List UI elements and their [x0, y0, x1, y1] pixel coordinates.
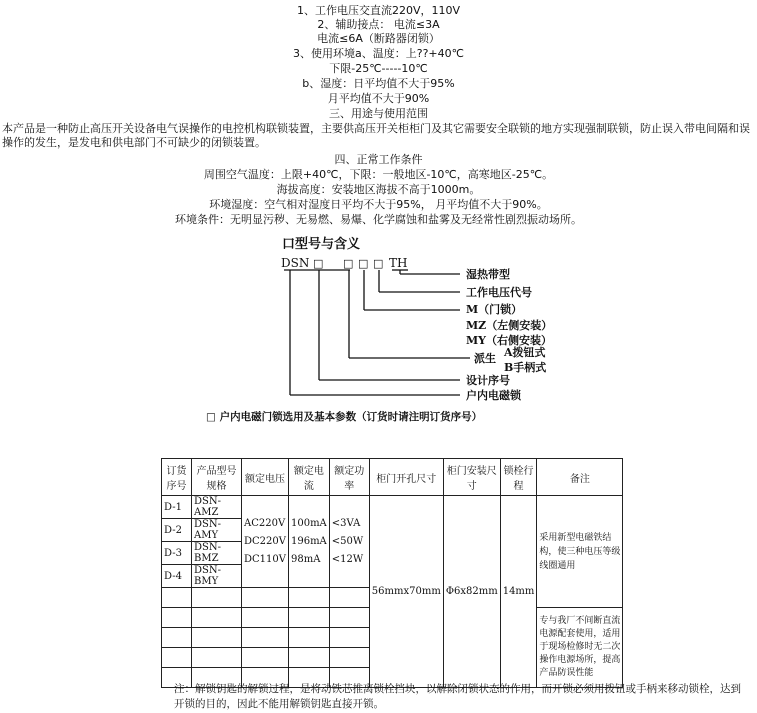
- order-no: D-2: [162, 519, 192, 542]
- power-value: <50W: [331, 535, 364, 547]
- empty-cell: [162, 648, 192, 668]
- label-left-mount: MZ（左侧安装）: [466, 319, 553, 332]
- condition-environment: 环境条件：无明显污秽、无易燃、易爆、化学腐蚀和盐雾及无经常性剧烈振动场所。: [175, 213, 582, 226]
- label-indoor-lock: 户内电磁锁: [466, 389, 521, 402]
- condition-humidity: 环境湿度：空气相对湿度日平均不大于95%， 月平均值不大于90%。: [209, 198, 548, 211]
- model-spec: DSN-AMZ: [192, 496, 242, 519]
- table-row: [162, 496, 623, 519]
- empty-cell: [242, 648, 289, 668]
- power-value: <12W: [331, 553, 364, 565]
- empty-cell: [192, 588, 242, 608]
- current-value: 98mA: [290, 553, 321, 565]
- purpose-paragraph: 本产品是一种防止高压开关设备电气误操作的电控机构联锁装置，主要供高压开关柜柜门及其它需要安全联锁的地方实现强制联锁，防止误入带电间隔和误操作的发生，是发电和供电部门不可缺少的闭锁装置。: [2, 122, 750, 149]
- current-cell: [288, 496, 329, 588]
- voltage-cell: [242, 496, 289, 588]
- model-code-prefix: DSN: [281, 256, 310, 270]
- empty-cell: [192, 608, 242, 628]
- empty-cell: [329, 608, 369, 628]
- section-heading-purpose: 三、用途与使用范围: [329, 107, 428, 120]
- empty-cell: [192, 628, 242, 648]
- condition-temperature: 周围空气温度：上限+40℃，下限：一般地区-10℃，高寒地区-25℃。: [203, 168, 554, 181]
- model-spec: DSN-BMZ: [192, 542, 242, 565]
- label-handle-type: B手柄式: [504, 361, 547, 374]
- door-hole-cell: 56mmx70mm: [369, 496, 443, 688]
- footnote: 注：解锁钥匙的解锁过程，是将动铁芯推离锁栓挡块，以解除闭锁状态的作用，而开锁必须用拨钮或手柄来移动锁栓，达到开锁的目的，因此不能用解锁钥匙直接开锁。: [174, 683, 741, 710]
- header-order-no: 订货序号: [162, 459, 192, 496]
- label-humid-type: 湿热带型: [466, 268, 510, 281]
- spec-line-2: 2、辅助接点： 电流≤3A: [317, 18, 440, 31]
- label-door-lock: M（门锁）: [466, 303, 523, 316]
- spec-line-7: 月平均值不大于90%: [327, 92, 430, 105]
- empty-cell: [162, 628, 192, 648]
- code-box-design: □: [313, 257, 324, 270]
- remark-ups: 专与我厂不间断直流电源配套使用，适用于现场检修时无二次操作电源场所，提高产品防误性能: [537, 608, 623, 688]
- door-mount-cell: Φ6x82mm: [443, 496, 500, 688]
- order-no: D-1: [162, 496, 192, 519]
- table-header-row: [162, 459, 623, 496]
- empty-cell: [242, 608, 289, 628]
- current-value: 100mA: [290, 517, 327, 529]
- label-voltage-code: 工作电压代号: [466, 286, 532, 299]
- current-value: 196mA: [290, 535, 327, 547]
- spec-table: [161, 458, 623, 688]
- empty-cell: [329, 628, 369, 648]
- label-knob-type: A拨钮式: [504, 346, 546, 359]
- empty-cell: [329, 648, 369, 668]
- empty-cell: [162, 588, 192, 608]
- empty-cell: [242, 628, 289, 648]
- table-caption: □ 户内电磁门锁选用及基本参数（订货时请注明订货序号）: [206, 411, 483, 423]
- voltage-value: DC220V: [244, 535, 286, 547]
- header-door-hole: 柜门开孔尺寸: [369, 459, 443, 496]
- empty-cell: [288, 608, 329, 628]
- code-box-mount: □: [358, 257, 369, 270]
- label-design-number: 设计序号: [466, 374, 510, 387]
- order-no: D-3: [162, 542, 192, 565]
- empty-cell: [329, 588, 369, 608]
- empty-cell: [162, 608, 192, 628]
- model-code-diagram: [0, 232, 757, 432]
- empty-cell: [288, 628, 329, 648]
- power-cell: [329, 496, 369, 588]
- header-voltage: 额定电压: [242, 459, 289, 496]
- code-box-voltage: □: [373, 257, 384, 270]
- model-spec: DSN-AMY: [192, 519, 242, 542]
- voltage-value: DC110V: [244, 553, 286, 565]
- header-current: 额定电流: [288, 459, 329, 496]
- condition-altitude: 海拔高度：安装地区海拔不高于1000m。: [276, 183, 481, 196]
- header-power: 额定功率: [329, 459, 369, 496]
- header-remarks: 备注: [537, 459, 623, 496]
- voltage-value: AC220V: [244, 517, 286, 529]
- label-derived: 派生: [474, 352, 496, 365]
- empty-cell: [192, 648, 242, 668]
- stroke-cell: 14mm: [500, 496, 537, 688]
- spec-line-1: 1、工作电压交直流220V，110V: [296, 4, 461, 17]
- spec-line-3: 电流≤6A（断路器闭锁）: [317, 32, 440, 45]
- order-no: D-4: [162, 565, 192, 588]
- model-code-suffix: TH: [389, 256, 408, 270]
- label-right-mount: MY（右侧安装）: [466, 334, 553, 347]
- model-spec: DSN-BMY: [192, 565, 242, 588]
- empty-cell: [288, 648, 329, 668]
- spec-line-6: b、湿度：日平均值不大于95%: [302, 77, 455, 90]
- code-box-derived: □: [343, 257, 354, 270]
- spec-line-4: 3、使用环境a、温度：上??+40℃: [293, 47, 464, 60]
- header-door-mount: 柜门安装尺寸: [443, 459, 500, 496]
- section-heading-conditions: 四、正常工作条件: [334, 153, 423, 166]
- empty-cell: [288, 588, 329, 608]
- model-diagram-title: 口型号与含义: [282, 237, 361, 252]
- spec-line-5: 下限-25℃-----10℃: [329, 62, 428, 75]
- power-value: <3VA: [331, 517, 361, 529]
- header-model: 产品型号规格: [192, 459, 242, 496]
- header-stroke: 锁栓行程: [500, 459, 537, 496]
- remark-coil: 采用新型电磁铁结构，使三种电压等级线圈通用: [537, 496, 623, 608]
- empty-cell: [242, 588, 289, 608]
